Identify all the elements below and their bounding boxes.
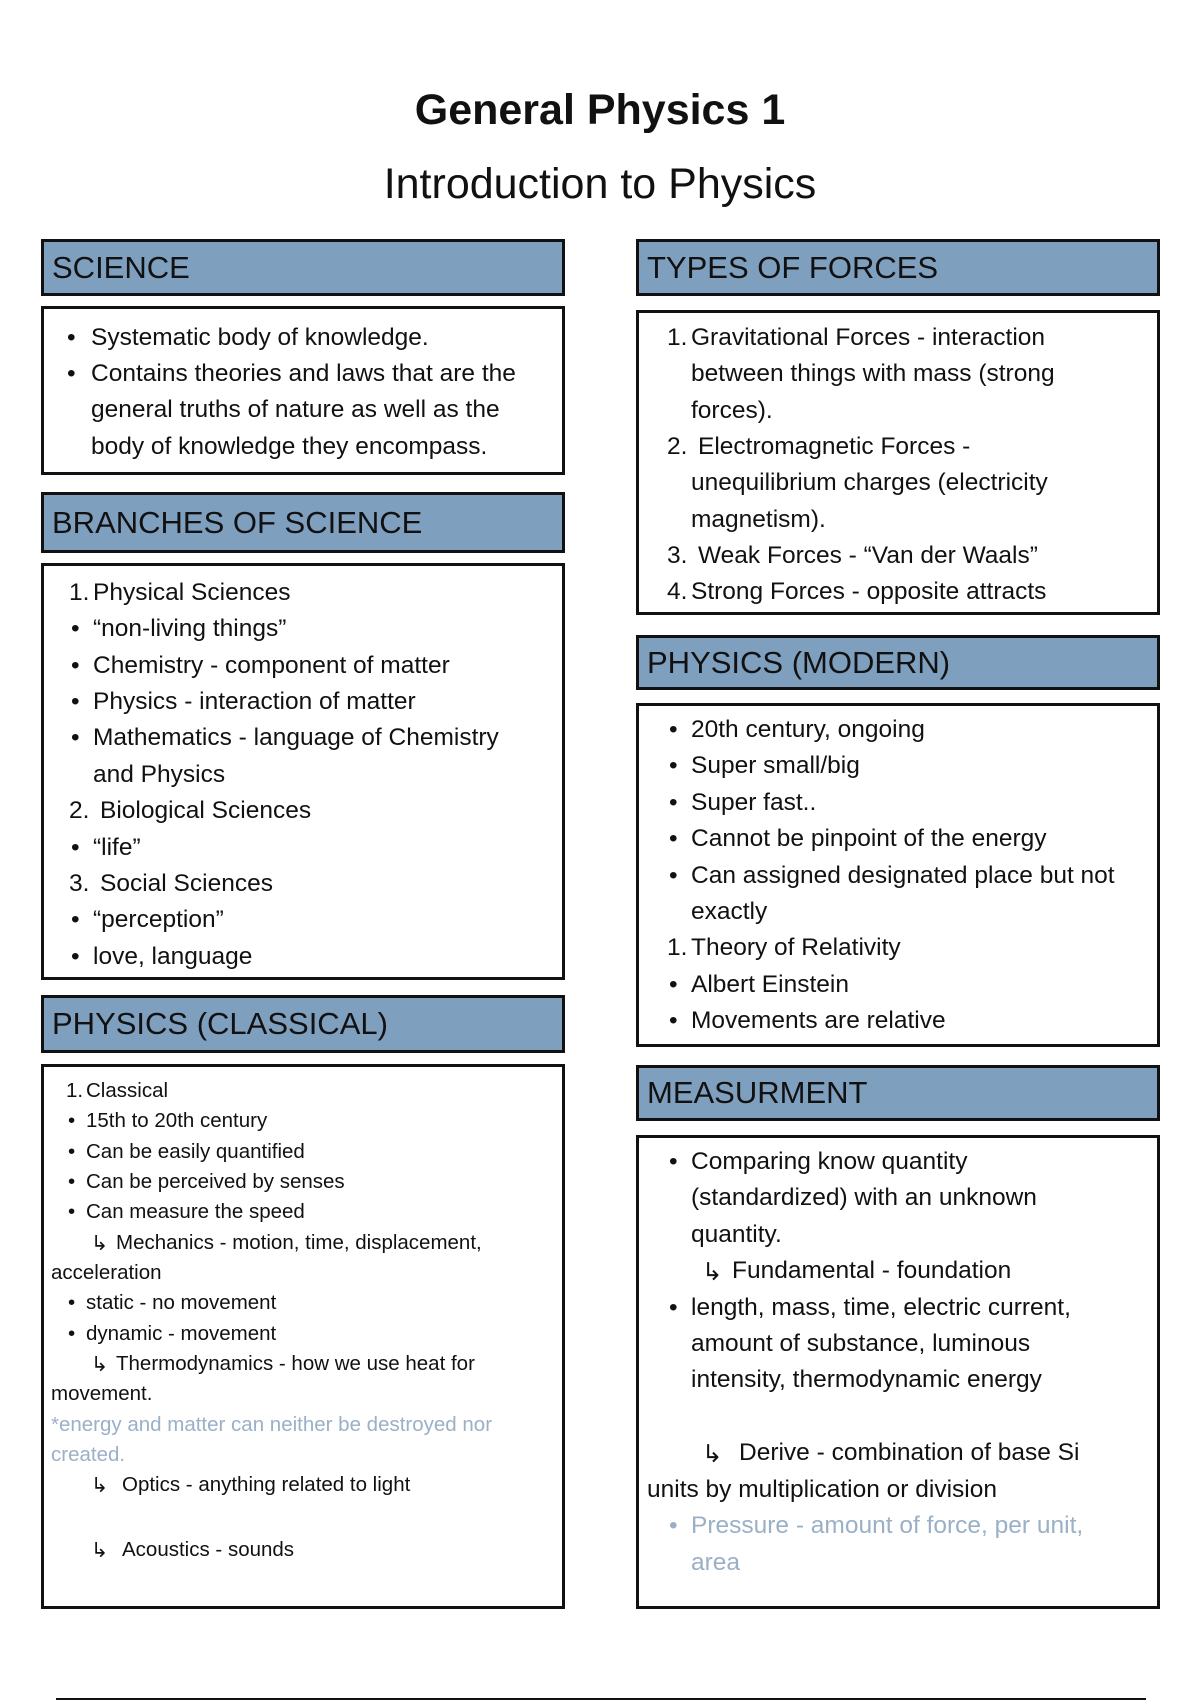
arrow-icon: ↳ (702, 1259, 723, 1286)
section-box-classical: 1. Classical • 15th to 20th century • Can be easily quantified • Can be perceived by senses • Can measure the speed ↳ Mechanics - motion, time, displacement, acceleration • static - no movement • dynamic - movement ↳ Thermodynamics - how we use heat for movement. *energy and matter can neither be destroyed nor created. ↳ Optics - anything related to light ↳ Acoustics - sounds (41, 1064, 565, 1609)
arrow-icon: ↳ (91, 1353, 109, 1376)
list-item-continued: general truths of nature as well as the (91, 396, 500, 423)
list-item-continued: movement. (51, 1382, 153, 1405)
section-heading-measurement: MEASURMENT (636, 1065, 1160, 1121)
list-item-continued: units by multiplication or division (647, 1476, 997, 1503)
page-subtitle: Introduction to Physics (383, 160, 817, 208)
list-item-continued: and Physics (93, 761, 226, 788)
list-item-continued: acceleration (51, 1261, 162, 1284)
arrow-icon: ↳ (91, 1232, 109, 1255)
list-item-continued: quantity. (691, 1221, 782, 1248)
arrow-icon: ↳ (91, 1539, 109, 1562)
section-box-measurement: • Comparing know quantity (standardized) with an unknown quantity. ↳ Fundamental - foundation • length, mass, time, electric current, amount of substance, luminous intensity, thermodynamic energy ↳ Derive - combination of base Si units by multiplication or division • Pressure - amount of force, per unit, area (636, 1135, 1160, 1609)
arrow-icon: ↳ (91, 1474, 109, 1497)
section-heading-modern: PHYSICS (MODERN) (636, 635, 1160, 690)
section-heading-branches: BRANCHES OF SCIENCE (41, 492, 565, 553)
section-box-modern: • 20th century, ongoing • Super small/big • Super fast.. • Cannot be pinpoint of the energy • Can assigned designated place but not exactly 1. Theory of Relativity • Albert Einstein • Movements are relative (636, 703, 1160, 1047)
highlighted-note-continued: created. (51, 1443, 126, 1466)
list-item-continued: between things with mass (strong (691, 360, 1055, 387)
list-item-continued: amount of substance, luminous (691, 1330, 1031, 1357)
page-title: General Physics 1 (414, 86, 786, 134)
list-item-continued: intensity, thermodynamic energy (691, 1366, 1042, 1393)
list-item-continued: forces). (691, 397, 773, 424)
section-box-science: • Systematic body of knowledge. • Contains theories and laws that are the general truths of nature as well as the body of knowledge they encompass. (41, 306, 565, 475)
list-item-continued: (standardized) with an unknown (691, 1184, 1037, 1211)
highlighted-note-continued: area (691, 1549, 741, 1576)
list-item-continued: exactly (691, 898, 768, 925)
section-heading-forces: TYPES OF FORCES (636, 239, 1160, 296)
list-item-continued: unequilibrium charges (electricity (691, 469, 1048, 496)
arrow-icon: ↳ (702, 1441, 723, 1468)
list-item-continued: magnetism). (691, 506, 826, 533)
section-box-forces: 1. Gravitational Forces - interaction between things with mass (strong forces). 2. Electromagnetic Forces - unequilibrium charges (electricity magnetism). 3. Weak Forces - “Van der Waals” 4. Strong Forces - opposite attracts (636, 310, 1160, 615)
section-heading-science: SCIENCE (41, 239, 565, 296)
section-heading-classical: PHYSICS (CLASSICAL) (41, 995, 565, 1053)
section-box-branches: 1. Physical Sciences • “non-living things” • Chemistry - component of matter • Physics - interaction of matter • Mathematics - language of Chemistry and Physics 2. Biological Sciences • “life” 3. Social Sciences • “perception” • love, language (41, 563, 565, 980)
highlighted-note: *energy and matter can neither be destroyed nor (51, 1413, 493, 1436)
list-item-continued: body of knowledge they encompass. (91, 433, 488, 460)
